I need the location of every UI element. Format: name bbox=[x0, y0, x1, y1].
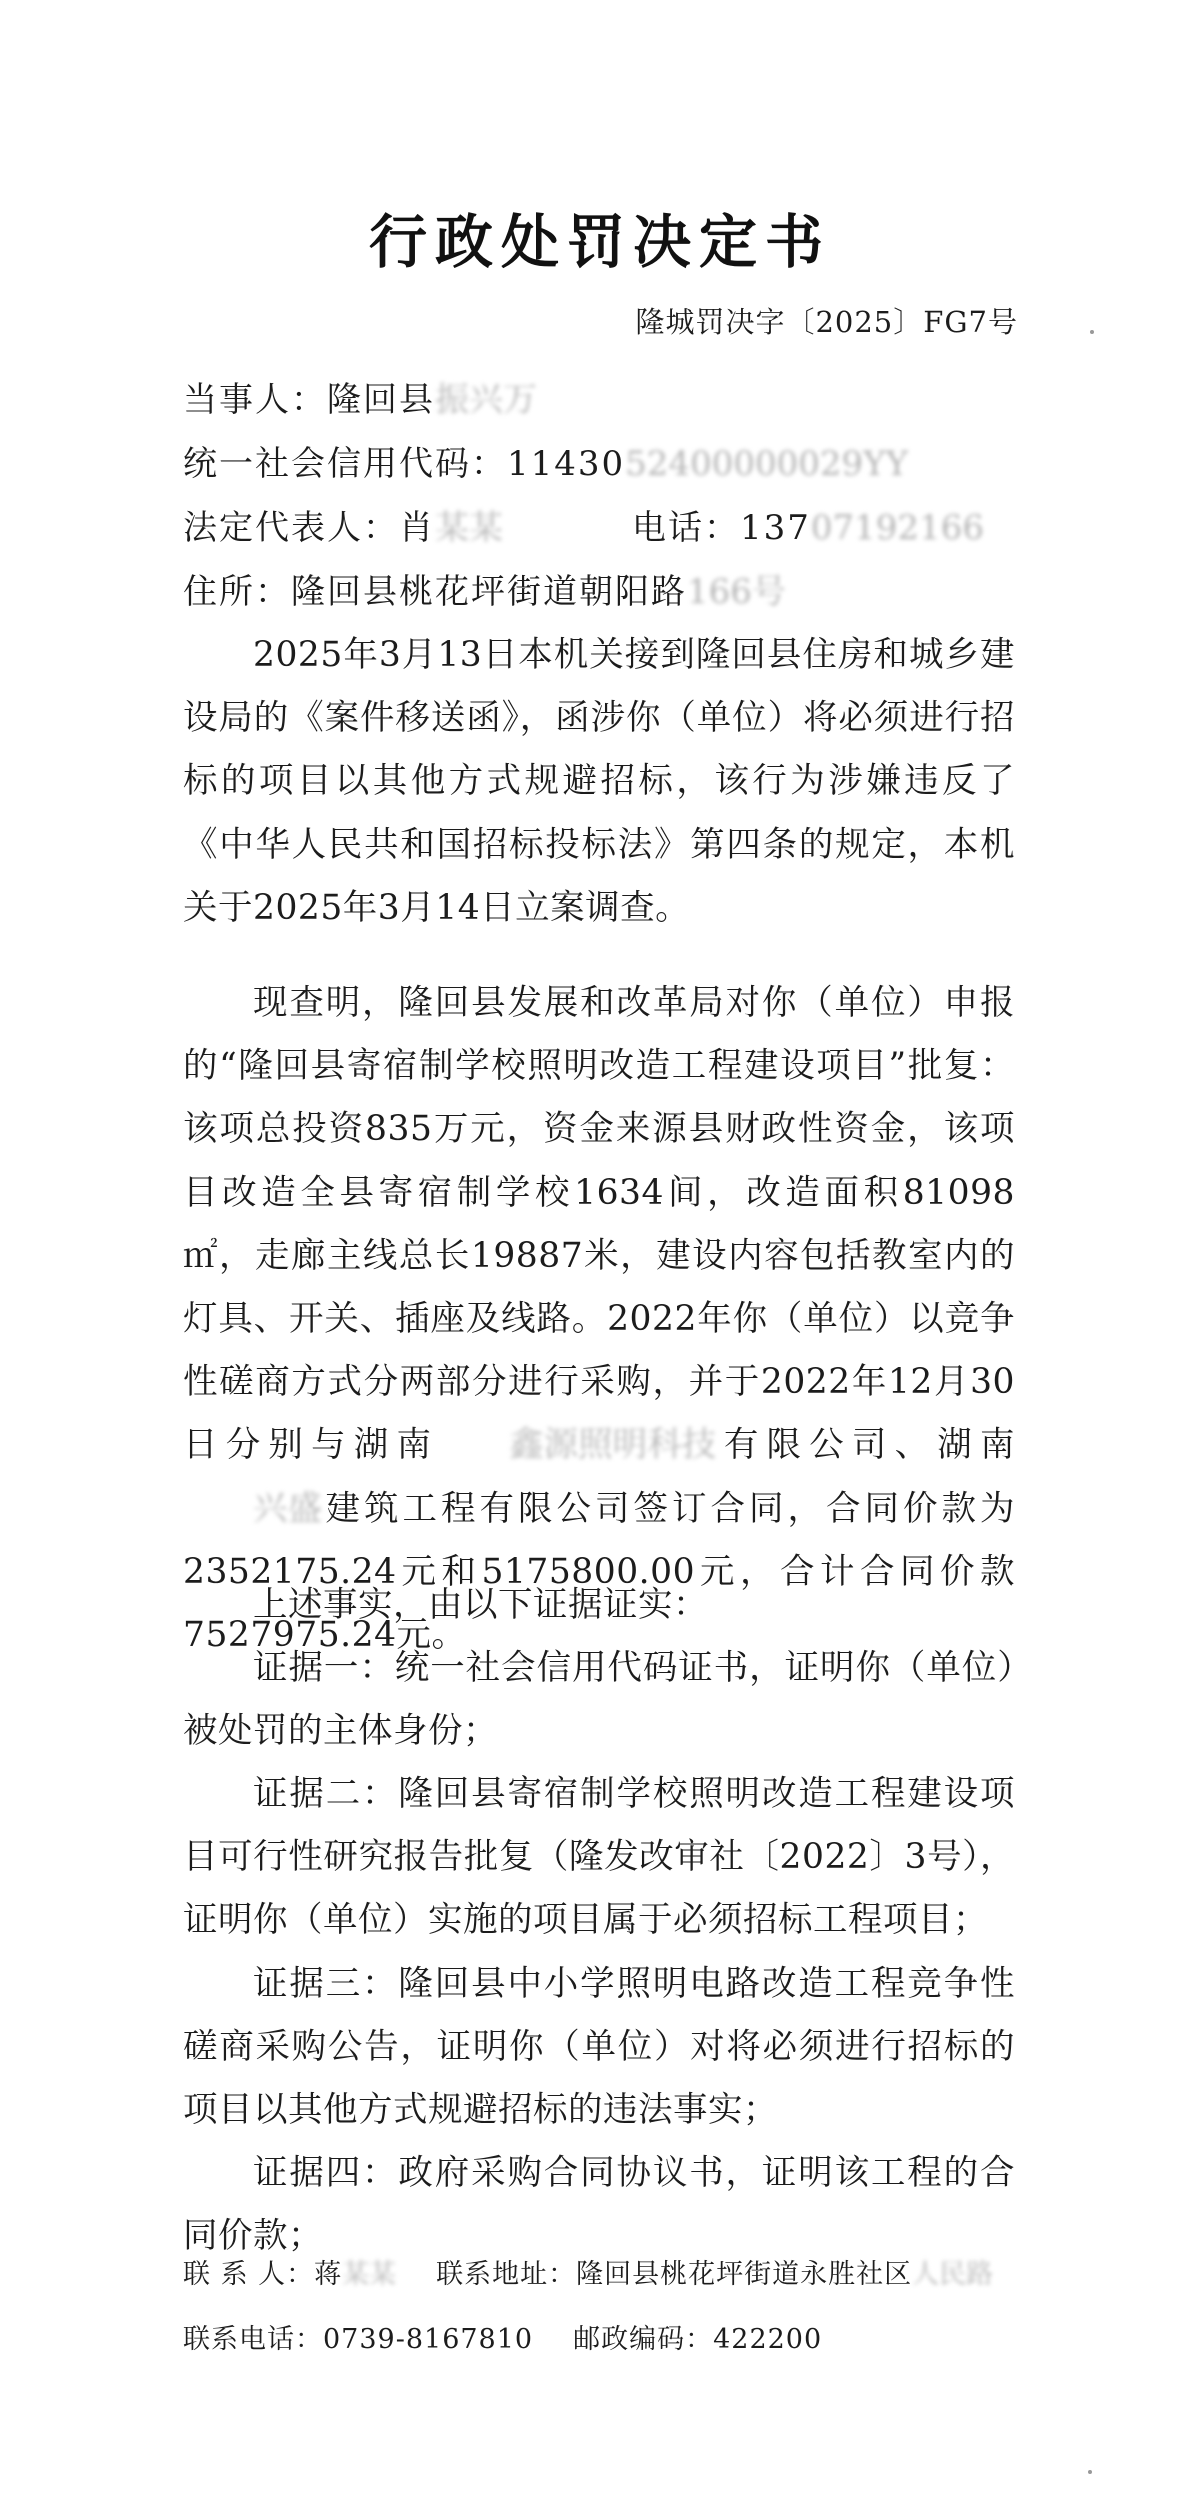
paragraph-evidence-2: 证据二：隆回县寄宿制学校照明改造工程建设项目可行性研究报告批复（隆发改审社〔2022〕3号），证明你（单位）实施的项目属于必须招标工程项目； bbox=[183, 1774, 1015, 1941]
party-name-line bbox=[183, 372, 537, 421]
contact-phone: 0739-8167810 bbox=[323, 2324, 534, 2355]
redacted-credit-code: 52400000029YY bbox=[625, 444, 909, 484]
redacted-party-name: 振兴万 bbox=[435, 380, 537, 420]
footer-phone-line bbox=[183, 2317, 822, 2356]
phone-line bbox=[632, 500, 984, 549]
facts-text-2: 有限公司、湖南 bbox=[716, 1425, 1016, 1466]
contact-person: 蒋 bbox=[314, 2259, 343, 2290]
paragraph-evidence-4: 证据四：政府采购合同协议书，证明该工程的合同价款； bbox=[183, 2153, 1015, 2257]
credit-code: 11430 bbox=[507, 444, 626, 484]
contact-address-label: 联系地址： bbox=[436, 2259, 577, 2290]
document-title: 行政处罚决定书 bbox=[368, 208, 831, 276]
legal-rep: 肖 bbox=[399, 508, 435, 548]
contact-label: 联 系 人： bbox=[183, 2259, 315, 2290]
postcode-label: 邮政编码： bbox=[573, 2324, 714, 2355]
paragraph-facts bbox=[183, 972, 1015, 1667]
address: 隆回县桃花坪街道朝阳路 bbox=[291, 572, 687, 612]
paragraph-evidence-intro: 上述事实，由以下证据证实： bbox=[253, 1585, 708, 1625]
redacted-company-1: 鑫源照明科技 bbox=[509, 1425, 717, 1466]
scan-speck bbox=[1088, 2470, 1092, 2474]
paragraph-case-source: 2025年3月13日本机关接到隆回县住房和城乡建设局的《案件移送函》，函涉你（单位）将必须进行招标的项目以其他方式规避招标，该行为涉嫌违反了《中华人民共和国招标投标法》第四条的规定，本机关于2025年3月14日立案调查。 bbox=[183, 635, 1015, 928]
paragraph-evidence-1: 证据一：统一社会信用代码证书，证明你（单位）被处罚的主体身份； bbox=[183, 1648, 1015, 1752]
party-name: 隆回县 bbox=[327, 380, 435, 420]
address-label: 住所： bbox=[183, 572, 291, 612]
footer-contact-line bbox=[183, 2252, 993, 2291]
legal-rep-label: 法定代表人： bbox=[183, 508, 399, 548]
facts-text-3: 建筑工程有限公司签订合同，合同价款为2352175.24元和5175800.00元，合计合同价款7527975.24元。 bbox=[183, 1488, 1015, 1656]
contact-phone-label: 联系电话： bbox=[183, 2324, 323, 2355]
party-name-label: 当事人： bbox=[183, 380, 327, 420]
credit-code-label: 统一社会信用代码： bbox=[183, 444, 507, 484]
redacted-phone: 07192166 bbox=[810, 508, 984, 548]
postcode: 422200 bbox=[713, 2324, 823, 2355]
paragraph-evidence-3: 证据三：隆回县中小学照明电路改造工程竞争性磋商采购公告，证明你（单位）对将必须进行招标的项目以其他方式规避招标的违法事实； bbox=[183, 1964, 1015, 2131]
redacted-contact: 某某 bbox=[342, 2259, 397, 2290]
legal-rep-line bbox=[183, 500, 503, 549]
redacted-legal-rep: 某某 bbox=[435, 508, 503, 548]
contact-address: 隆回县桃花坪街道永胜社区 bbox=[576, 2259, 913, 2290]
redacted-contact-address: 人民路 bbox=[912, 2259, 994, 2290]
redacted-company-2: 兴盛 bbox=[253, 1488, 322, 1529]
facts-text-1: 现查明，隆回县发展和改革局对你（单位）申报的“隆回县寄宿制学校照明改造工程建设项目”批复：该项总投资835万元，资金来源县财政性资金，该项目改造全县寄宿制学校1634间，改造面积81098㎡，走廊主线总长19887米，建设内容包括教室内的灯具、开关、插座及线路。2022年你（单位）以竞争性磋商方式分两部分进行采购，并于2022年12月30日分别与湖南 bbox=[183, 983, 1015, 1466]
scan-speck bbox=[1090, 330, 1094, 334]
credit-code-line bbox=[183, 436, 908, 485]
phone-label: 电话： bbox=[632, 508, 740, 548]
address-line bbox=[183, 564, 786, 613]
redacted-address: 166号 bbox=[687, 572, 786, 612]
document-number: 隆城罚决字〔2025〕FG7号 bbox=[635, 305, 1018, 339]
phone-number: 137 bbox=[740, 508, 811, 548]
